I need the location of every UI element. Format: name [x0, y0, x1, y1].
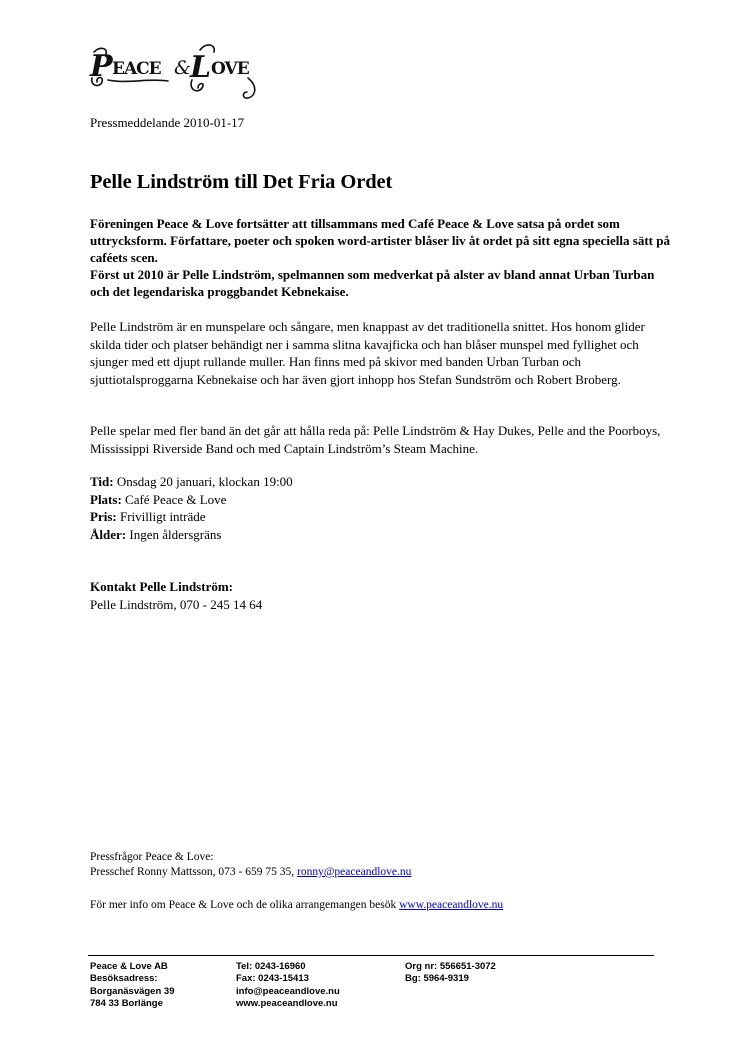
press-contact	[90, 850, 411, 880]
press-release-date: Pressmeddelande 2010-01-17	[90, 115, 245, 130]
press-line	[90, 865, 411, 880]
lead-text-1: Föreningen Peace & Love fortsätter att tillsammans med Café Peace & Love satsa på ordet som uttrycksform. Författare, poeter och spoken word-artister blåser liv åt ordet på sitt egna speciella sätt på caféets scen.	[90, 216, 670, 265]
press-line-text: Presschef Ronny Mattsson, 073 - 659 75 35,	[90, 866, 297, 878]
peace-and-love-logo	[88, 40, 270, 102]
footer-email: info@peaceandlove.nu	[236, 985, 340, 997]
detail-price	[90, 508, 293, 526]
footer-column-contact	[236, 961, 340, 1010]
footer-city: 784 33 Borlänge	[90, 997, 163, 1009]
detail-place-label: Plats:	[90, 491, 122, 507]
footer-street: Borganäsvägen 39	[90, 985, 175, 997]
lead-paragraph	[90, 215, 670, 300]
press-heading: Pressfrågor Peace & Love:	[90, 851, 214, 863]
detail-price-value: Frivilligt inträde	[116, 509, 206, 524]
contact-heading: Kontakt Pelle Lindström:	[90, 579, 233, 594]
footer-visit-label: Besöksadress:	[90, 973, 158, 985]
website-link[interactable]: www.peaceandlove.nu	[399, 899, 504, 911]
detail-place-value: Café Peace & Love	[121, 491, 227, 507]
detail-price-label: Pris:	[90, 509, 117, 524]
contact-line: Pelle Lindström, 070 - 245 14 64	[90, 596, 263, 612]
detail-age-value: Ingen åldersgräns	[126, 526, 222, 542]
footer-column-org	[405, 961, 496, 986]
logo-word-eace: EACE	[112, 59, 161, 79]
footer-column-address	[90, 961, 174, 1010]
event-details	[90, 473, 293, 543]
more-info-line	[90, 899, 503, 911]
logo-ampersand: &	[174, 57, 191, 79]
contact-section	[90, 578, 262, 613]
detail-place	[90, 491, 293, 509]
footer-org-number: Org nr: 556651-3072	[405, 961, 496, 972]
body-paragraph-1: Pelle Lindström är en munspelare och sångare, men knappast av det traditionella snittet. Hos honom glider skilda tider och platser behändigt ner i samma slitna kavajficka och han blåser munspel med fyllighet och sjunger med ett djupt rullande muller. Han finns med på skivor med banden Urban Turban och sjuttiotalsproggarna Kebnekaise och har även gjort inhopp hos Stefan Sundström och Robert Broberg.	[90, 319, 645, 387]
footer-bankgiro: Bg: 5964-9319	[405, 973, 469, 985]
more-info-text: För mer info om Peace & Love och de olika arrangemangen besök	[90, 899, 400, 911]
page-title: Pelle Lindström till Det Fria Ordet	[90, 171, 393, 193]
press-email-link[interactable]: ronny@peaceandlove.nu	[297, 866, 412, 878]
detail-age-label: Ålder:	[90, 526, 127, 542]
detail-time	[90, 473, 293, 491]
footer-company: Peace & Love AB	[90, 961, 168, 972]
logo-letter-p: P	[90, 49, 113, 84]
footer-fax: Fax: 0243-15413	[236, 973, 309, 985]
body-paragraph-2: Pelle spelar med fler band än det går att hålla reda på: Pelle Lindström & Hay Dukes, Pelle and the Poorboys, Mississippi Riverside Band och med Captain Lindström’s Steam Machine.	[90, 423, 661, 456]
detail-time-value: Onsdag 20 januari, klockan 19:00	[113, 474, 293, 489]
logo-word-ove: OVE	[211, 59, 249, 79]
footer-phone: Tel: 0243-16960	[236, 961, 306, 972]
detail-age	[90, 526, 293, 544]
detail-time-label: Tid:	[90, 474, 114, 489]
footer-website: www.peaceandlove.nu	[236, 997, 338, 1009]
footer-divider	[88, 955, 654, 956]
logo-letter-l: L	[190, 50, 212, 85]
lead-text-2: Först ut 2010 är Pelle Lindström, spelmannen som medverkat på alster av bland annat Urban Turban och det legendariska proggbandet Kebnekaise.	[90, 267, 655, 299]
